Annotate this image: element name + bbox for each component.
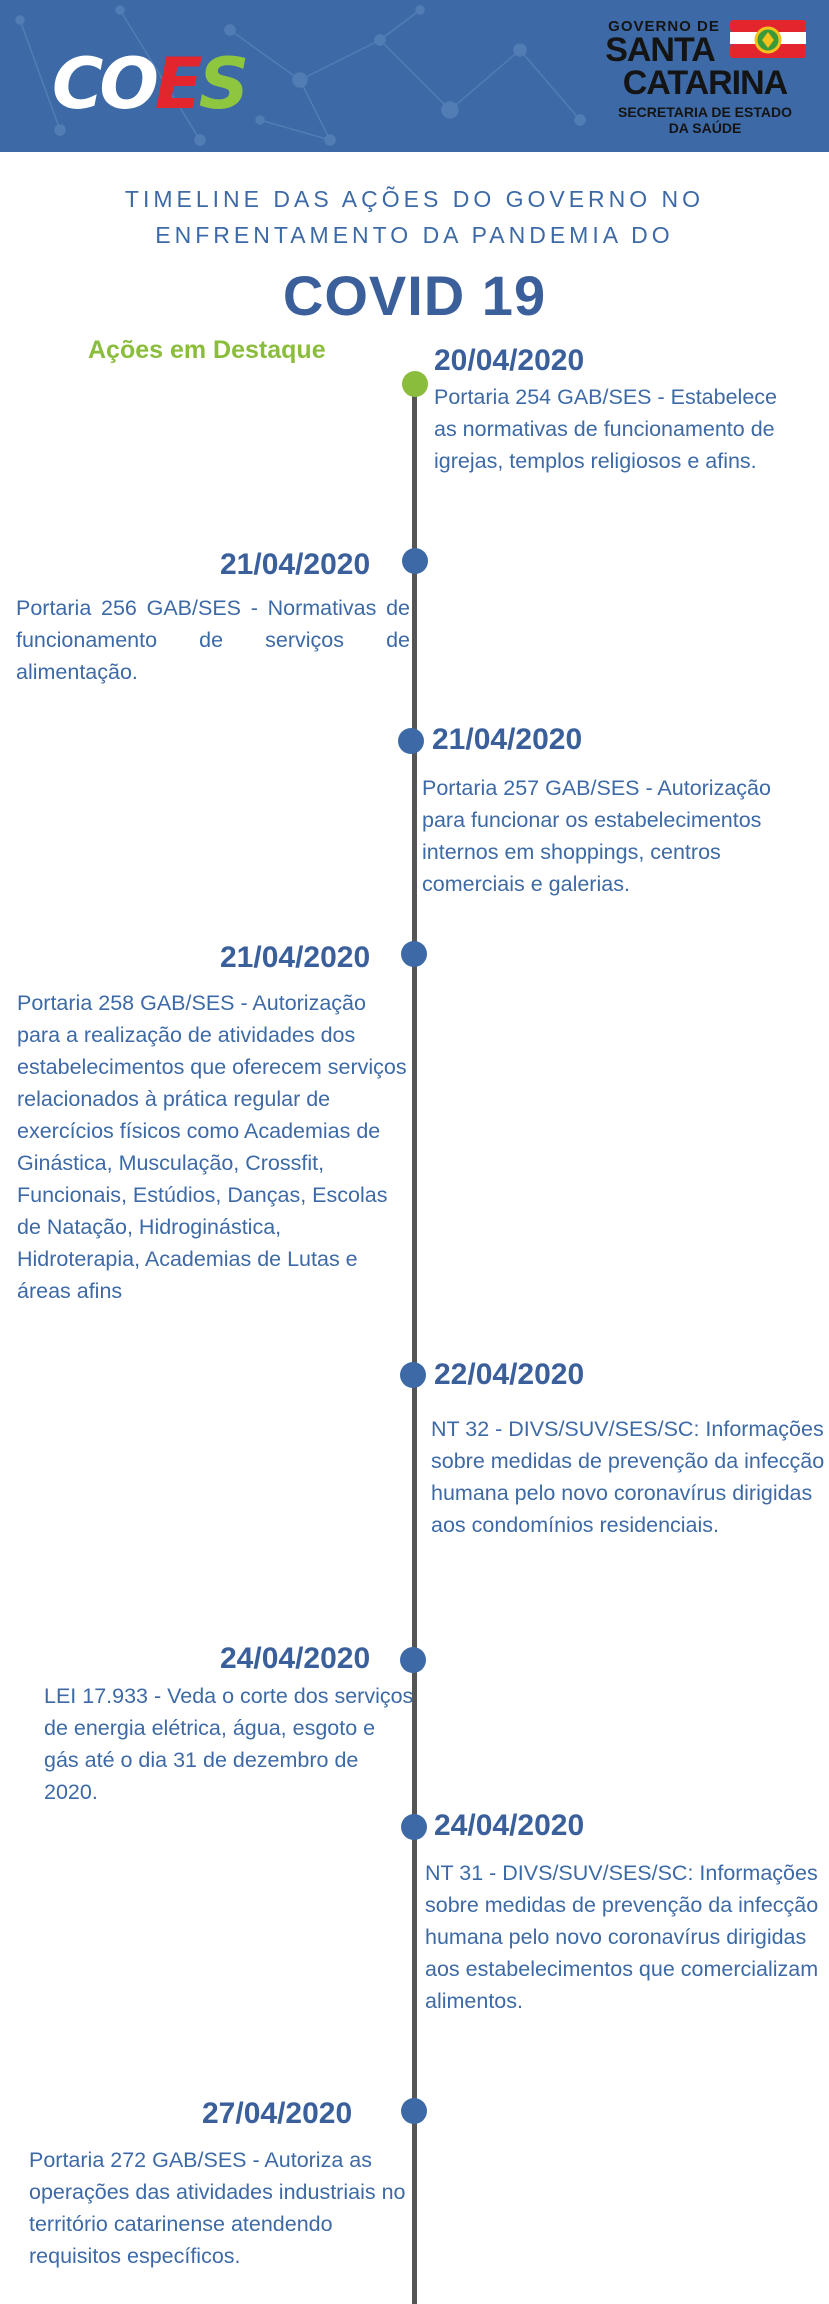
event-description: Portaria 272 GAB/SES - Autoriza as operações das atividades industriais no território catarinense atendendo requisitos específicos. bbox=[29, 2148, 406, 2268]
timeline-dot bbox=[401, 941, 427, 967]
event-description: NT 32 - DIVS/SUV/SES/SC: Informações sobre medidas de prevenção da infecção humana pelo novo coronavírus dirigidas aos condomínios residenciais. bbox=[431, 1417, 825, 1537]
coes-logo-part-s: S bbox=[198, 43, 246, 125]
coes-logo-part-co: CO bbox=[52, 43, 155, 125]
event-date: 20/04/2020 bbox=[434, 344, 585, 377]
event-description: Portaria 256 GAB/SES - Normativas de funcionamento de serviços de alimentação. bbox=[16, 596, 410, 684]
timeline-dot bbox=[402, 548, 428, 574]
timeline-dot bbox=[401, 2098, 427, 2124]
title-line-2: ENFRENTAMENTO DA PANDEMIA DO bbox=[155, 222, 674, 248]
event-description: Portaria 257 GAB/SES - Autorização para funcionar os estabelecimentos internos em shoppings, centros comerciais e galerias. bbox=[422, 776, 771, 896]
gov-logo-line2: SANTA bbox=[605, 31, 715, 69]
santa-catarina-flag-icon bbox=[728, 18, 808, 66]
event-date: 21/04/2020 bbox=[220, 548, 371, 581]
coes-logo bbox=[52, 44, 245, 124]
gov-logo-line4: SECRETARIA DE ESTADO bbox=[618, 104, 792, 120]
timeline-dot bbox=[400, 1362, 426, 1388]
coes-logo-part-e: E bbox=[154, 43, 199, 125]
event-description: Portaria 258 GAB/SES - Autorização para a realização de atividades dos estabelecimentos que oferecem serviços relacionados à prática regular de exercícios físicos como Academias de Ginástica, Musculação, Crossfit, Funcionais, Estúdios, Danças, Escolas de Natação, Hidroginástica, Hidroterapia, Academias de Lutas e áreas afins bbox=[17, 991, 407, 1303]
event-description: NT 31 - DIVS/SUV/SES/SC: Informações sobre medidas de prevenção da infecção humana pelo novo coronavírus dirigidas aos estabelecimentos que comercializam alimentos. bbox=[425, 1861, 819, 2013]
event-date: 21/04/2020 bbox=[432, 723, 583, 756]
title-line-1: TIMELINE DAS AÇÕES DO GOVERNO NO bbox=[124, 186, 705, 212]
timeline-axis bbox=[412, 380, 417, 2304]
gov-logo-line1: GOVERNO DE bbox=[608, 18, 720, 35]
timeline-dot-highlight bbox=[402, 371, 428, 397]
page-title: COVID 19 bbox=[282, 264, 547, 327]
header-banner bbox=[0, 0, 829, 152]
event-description: LEI 17.933 - Veda o corte dos serviços de energia elétrica, água, esgoto e gás até o dia 31 de dezembro de 2020. bbox=[44, 1684, 414, 1804]
event-date: 22/04/2020 bbox=[434, 1358, 585, 1391]
gov-logo-subtitle bbox=[600, 104, 810, 136]
gov-logo-line5: DA SAÚDE bbox=[668, 120, 742, 136]
section-subtitle: Ações em Destaque bbox=[88, 336, 326, 364]
timeline-dot bbox=[398, 728, 424, 754]
event-date: 21/04/2020 bbox=[220, 941, 371, 974]
gov-logo-line3: CATARINA bbox=[622, 64, 788, 102]
santa-catarina-logo bbox=[600, 14, 810, 144]
event-date: 24/04/2020 bbox=[220, 1642, 371, 1675]
event-date: 27/04/2020 bbox=[202, 2097, 353, 2130]
timeline-dot bbox=[400, 1647, 426, 1673]
event-date: 24/04/2020 bbox=[434, 1809, 585, 1842]
timeline-dot bbox=[401, 1814, 427, 1840]
event-description: Portaria 254 GAB/SES - Estabelece as normativas de funcionamento de igrejas, templos religiosos e afins. bbox=[434, 385, 777, 473]
